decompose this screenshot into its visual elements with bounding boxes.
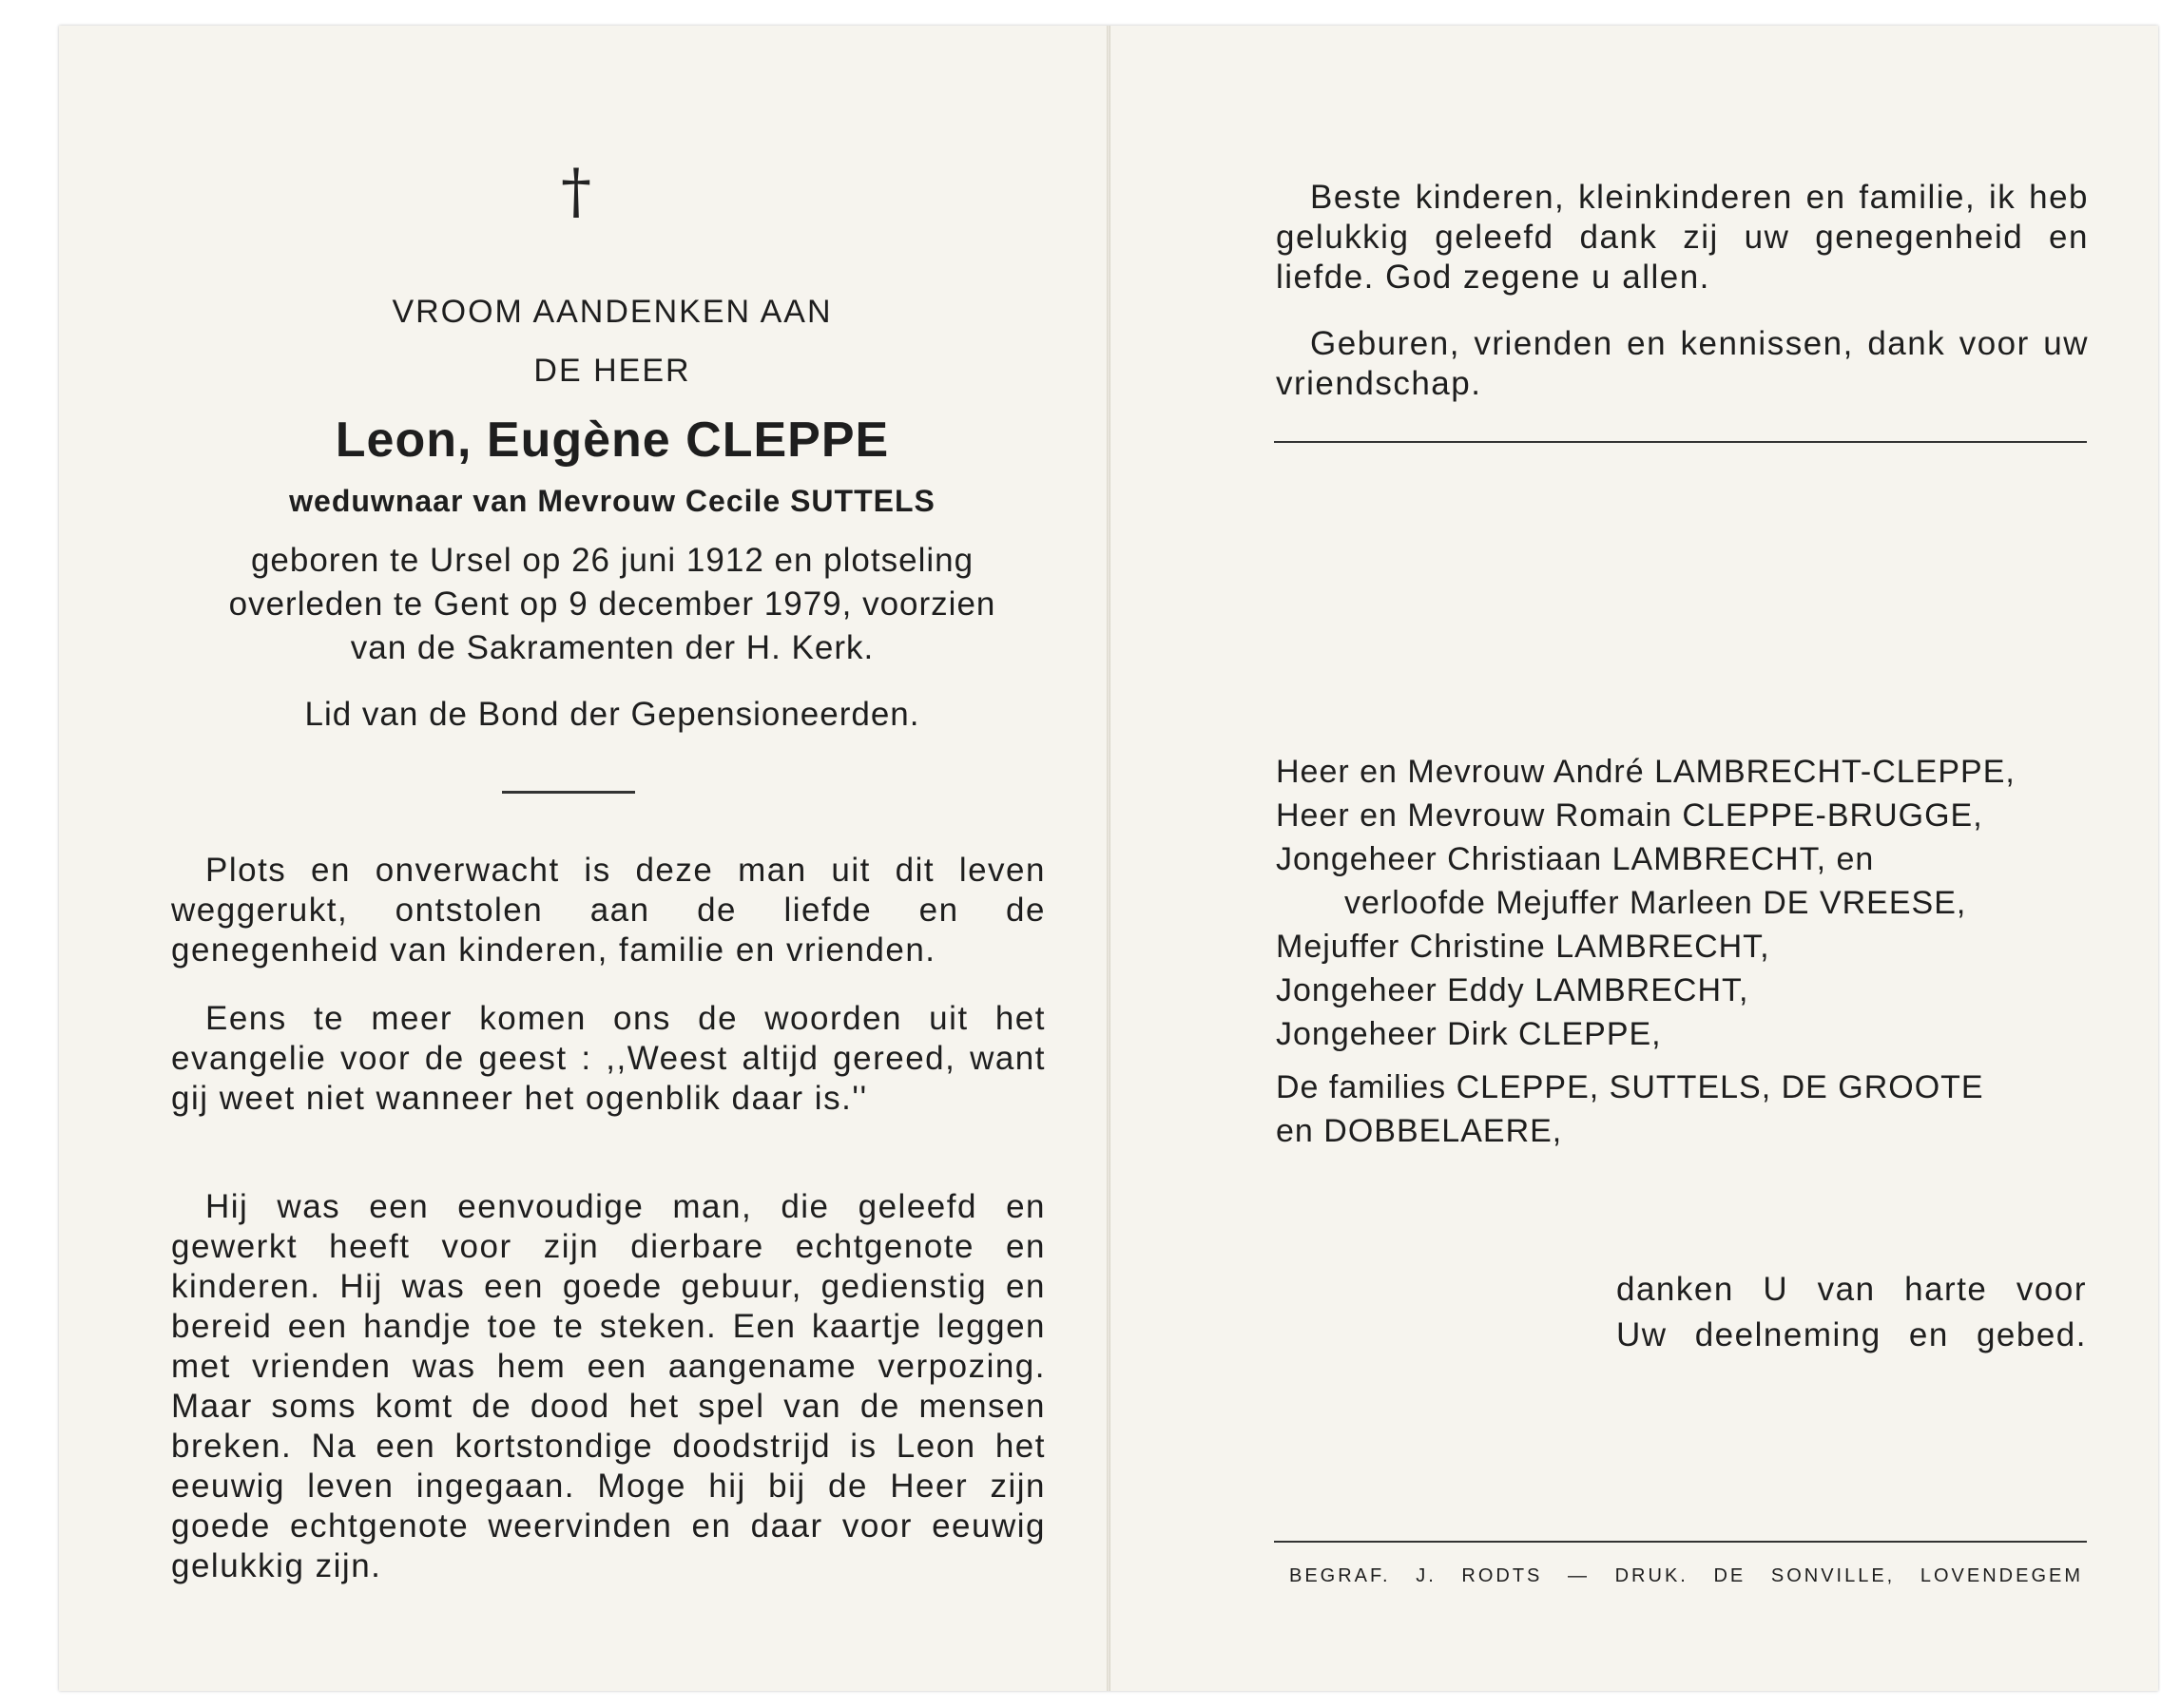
paragraph-3-text: Hij was een eenvoudige man, die geleefd en gewerkt heeft voor zijn dierbare echtgenote en kinderen. Hij was een goede gebuur, gedienstig en bereid een handje toe te steken. Een kaartje leggen met vrienden was hem een aangename verpozing. Maar soms komt de dood het spel van de mensen breken. Na een kortstondige doodstrijd is Leon het eeuwig leven ingegaan. Moge hij bij de Heer zijn goede echtgenote weervinden en daar voor eeuwig gelukkig zijn.: [171, 1188, 1046, 1584]
paragraph-3: [171, 1187, 1046, 1586]
thanks-line1: danken U van harte voor: [1616, 1271, 2087, 1308]
thanks-block: [1616, 1267, 2087, 1358]
thanks-line2: Uw deelneming en gebed.: [1616, 1316, 2087, 1353]
family-list: [1276, 750, 2016, 1153]
paragraph-2-text: Eens te meer komen ons de woorden uit het evangelie voor de geest : ,,Weest altijd gereed, want gij weet niet wanneer het ogenblik daar is.'': [171, 1000, 1046, 1117]
card-fold: [1107, 26, 1110, 1691]
membership-line: Lid van de Bond der Gepensioneerden.: [304, 696, 920, 733]
family-row: Heer en Mevrouw André LAMBRECHT-CLEPPE,: [1276, 754, 2016, 790]
family-row: en DOBBELAERE,: [1276, 1113, 1563, 1149]
divider-bottom: [1274, 1541, 2087, 1543]
family-row: Jongeheer Eddy LAMBRECHT,: [1276, 972, 1749, 1008]
message-2-text: Geburen, vrienden en kennissen, dank voor uw vriendschap.: [1276, 325, 2089, 402]
heading-line1: VROOM AANDENKEN AAN: [392, 294, 833, 330]
sacrament-line: van de Sakramenten der H. Kerk.: [350, 629, 875, 666]
family-row: Jongeheer Dirk CLEPPE,: [1276, 1016, 1662, 1052]
cross-icon: †: [561, 157, 591, 227]
death-line: overleden te Gent op 9 december 1979, voorzien: [228, 585, 996, 623]
birth-line: geboren te Ursel op 26 juni 1912 en plotseling: [250, 542, 974, 579]
printer-credit: BEGRAF. J. RODTS — DRUK. DE SONVILLE, LOVENDEGEM: [1289, 1565, 2083, 1586]
family-row: Mejuffer Christine LAMBRECHT,: [1276, 929, 1770, 965]
divider-top: [1274, 441, 2087, 443]
family-row: De families CLEPPE, SUTTELS, DE GROOTE: [1276, 1069, 1984, 1105]
widower-line: weduwnaar van Mevrouw Cecile SUTTELS: [289, 484, 936, 518]
message-1: [1276, 178, 2089, 297]
message-1-text: Beste kinderen, kleinkinderen en familie, ik heb gelukkig geleefd dank zij uw genegenheid en liefde. God zegene u allen.: [1276, 179, 2089, 296]
deceased-name: Leon, Eugène CLEPPE: [335, 413, 890, 468]
paragraph-1: [171, 851, 1046, 970]
message-2: [1276, 324, 2089, 404]
paragraph-1-text: Plots en onverwacht is deze man uit dit leven weggerukt, ontstolen aan de liefde en de genegenheid van kinderen, familie en vrienden.: [171, 852, 1046, 969]
divider: [502, 791, 635, 794]
spacer: [1276, 1056, 2016, 1065]
birth-death-info: [59, 539, 1166, 670]
heading-line2: DE HEER: [533, 353, 691, 389]
family-row: Jongeheer Christiaan LAMBRECHT, en: [1276, 841, 1875, 877]
family-row: verloofde Mejuffer Marleen DE VREESE,: [1344, 885, 1967, 921]
paragraph-2: [171, 999, 1046, 1119]
family-row: Heer en Mevrouw Romain CLEPPE-BRUGGE,: [1276, 797, 1983, 834]
